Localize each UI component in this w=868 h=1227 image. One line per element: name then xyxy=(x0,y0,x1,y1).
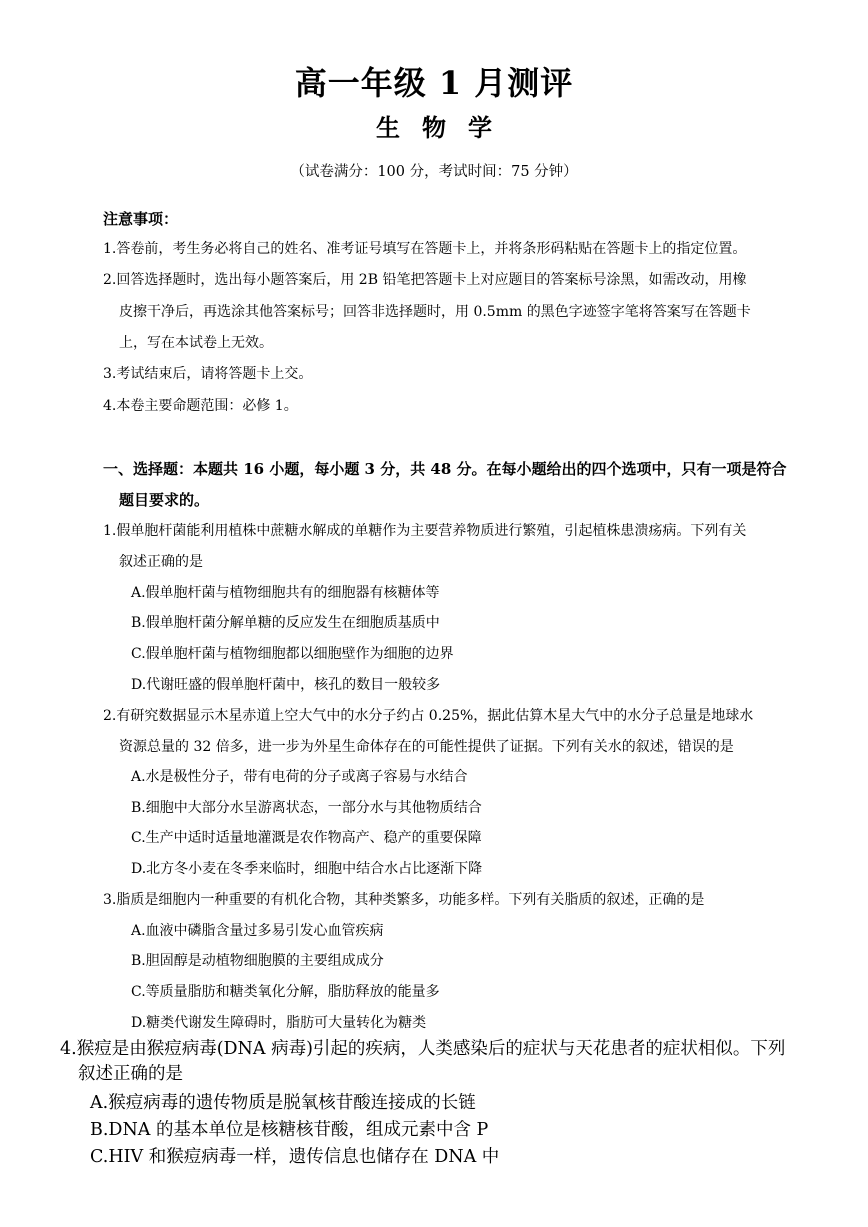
q1-option-b: B.假单胞杆菌分解单糖的反应发生在细胞质基质中 xyxy=(131,615,440,631)
exam-title: 高一年级 1 月测评 xyxy=(294,64,574,102)
notice-heading: 注意事项： xyxy=(103,210,179,228)
q1-stem-line-1: 1.假单胞杆菌能利用植株中蔗糖水解成的单糖作为主要营养物质进行繁殖，引起植株患溃疡病。下列有关 xyxy=(103,523,747,539)
q4-option-b: B.DNA 的基本单位是核糖核苷酸，组成元素中含 P xyxy=(90,1120,489,1140)
q2-stem-line-2: 资源总量的 32 倍多，进一步为外星生命体存在的可能性提供了证据。下列有关水的叙述，错误的是 xyxy=(119,739,734,755)
section-heading-line-2: 题目要求的。 xyxy=(119,491,210,509)
q2-option-a: A.水是极性分子，带有电荷的分子或离子容易与水结合 xyxy=(131,769,468,785)
q2-stem-line-1: 2.有研究数据显示木星赤道上空大气中的水分子约占 0.25%，据此估算木星大气中的水分子总量是地球水 xyxy=(103,708,754,724)
notice-line-2: 2.回答选择题时，选出每小题答案后，用 2B 铅笔把答题卡上对应题目的答案标号涂黑，如需改动，用橡 xyxy=(103,272,747,288)
q4-stem-line-2: 叙述正确的是 xyxy=(78,1064,183,1084)
notice-line-1: 1.答卷前，考生务必将自己的姓名、准考证号填写在答题卡上，并将条形码粘贴在答题卡上的指定位置。 xyxy=(103,241,747,257)
q2-option-d: D.北方冬小麦在冬季来临时，细胞中结合水占比逐渐下降 xyxy=(131,861,483,877)
q3-stem-line-1: 3.脂质是细胞内一种重要的有机化合物，其种类繁多，功能多样。下列有关脂质的叙述，正确的是 xyxy=(103,892,705,908)
q1-option-c: C.假单胞杆菌与植物细胞都以细胞壁作为细胞的边界 xyxy=(131,646,454,662)
section-heading-line-1: 一、选择题：本题共 16 小题，每小题 3 分，共 48 分。在每小题给出的四个选项中，只有一项是符合 xyxy=(103,460,787,478)
q2-option-c: C.生产中适时适量地灌溉是农作物高产、稳产的重要保障 xyxy=(131,830,482,846)
notice-line-4: 上，写在本试卷上无效。 xyxy=(119,335,273,351)
notice-line-5: 3.考试结束后，请将答题卡上交。 xyxy=(103,366,313,382)
q4-option-c: C.HIV 和猴痘病毒一样，遗传信息也储存在 DNA 中 xyxy=(90,1147,500,1167)
q3-option-a: A.血液中磷脂含量过多易引发心血管疾病 xyxy=(131,923,384,939)
q3-option-c: C.等质量脂肪和糖类氧化分解，脂肪释放的能量多 xyxy=(131,984,440,1000)
q1-option-a: A.假单胞杆菌与植物细胞共有的细胞器有核糖体等 xyxy=(131,585,440,601)
subject-title: 生物学 xyxy=(376,113,514,142)
q4-stem-line-1: 4.猴痘是由猴痘病毒(DNA 病毒)引起的疾病，人类感染后的症状与天花患者的症状相似。下列 xyxy=(60,1039,786,1059)
q3-option-d: D.糖类代谢发生障碍时，脂肪可大量转化为糖类 xyxy=(131,1015,427,1031)
q1-option-d: D.代谢旺盛的假单胞杆菌中，核孔的数目一般较多 xyxy=(131,677,441,693)
q4-option-a: A.猴痘病毒的遗传物质是脱氧核苷酸连接成的长链 xyxy=(90,1093,476,1113)
exam-meta: （试卷满分：100 分，考试时间：75 分钟） xyxy=(290,164,578,180)
q3-option-b: B.胆固醇是动植物细胞膜的主要组成成分 xyxy=(131,953,384,969)
notice-line-6: 4.本卷主要命题范围：必修 1。 xyxy=(103,398,298,414)
q1-stem-line-2: 叙述正确的是 xyxy=(119,554,203,570)
q2-option-b: B.细胞中大部分水呈游离状态，一部分水与其他物质结合 xyxy=(131,800,482,816)
notice-line-3: 皮擦干净后，再选涂其他答案标号；回答非选择题时，用 0.5mm 的黑色字迹签字笔将答案写在答题卡 xyxy=(119,304,751,320)
